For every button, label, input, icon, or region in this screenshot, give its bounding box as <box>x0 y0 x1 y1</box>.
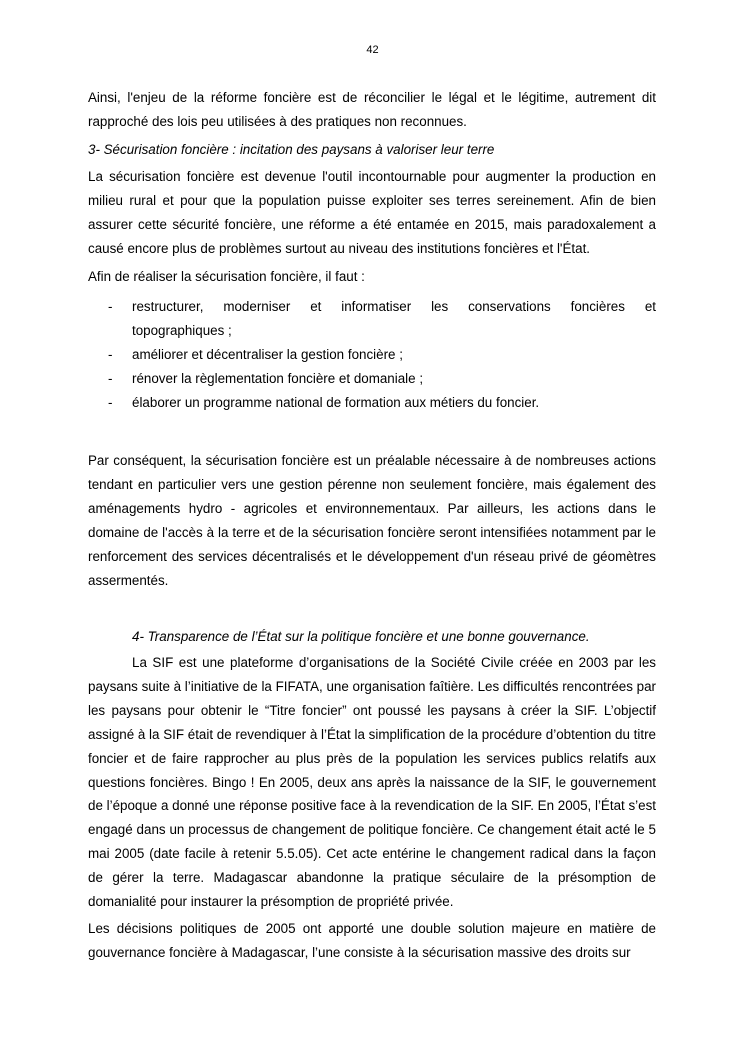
list-item <box>88 367 656 391</box>
list-item-text: topographiques ; <box>132 322 232 338</box>
bullet-list <box>88 295 656 415</box>
paragraph-intro: Ainsi, l'enjeu de la réforme foncière est de réconcilier le légal et le légitime, autrement dit rapproché des lois peu utilisées à des pratiques non reconnues. <box>88 90 656 129</box>
paragraph-decisions: Les décisions politiques de 2005 ont apporté une double solution majeure en matière de gouvernance foncière à Madagascar, l’une consiste à la sécurisation massive des droits sur <box>88 921 656 960</box>
bullet-dash: - <box>108 370 113 386</box>
list-item-text: rénover la règlementation foncière et domaniale ; <box>132 370 424 386</box>
list-item <box>88 343 656 367</box>
paragraph-afin: Afin de réaliser la sécurisation foncière, il faut : <box>88 269 365 284</box>
list-item <box>88 295 656 343</box>
heading-section-4: 4- Transparence de l’État sur la politique foncière et une bonne gouvernance. <box>132 629 590 644</box>
bullet-dash: - <box>108 394 113 410</box>
paragraph-consequent: Par conséquent, la sécurisation foncière est un préalable nécessaire à de nombreuses actions tendant en particulier vers une gestion pérenne non seulement foncière, mais également des aménagements hydro - agricoles et environnementaux. Par ailleurs, les actions dans le domaine de l'accès à la terre et de la sécurisation foncière seront intensifiées notamment par le renforcement des services décentralisés et le développement d'un réseau privé de géomètres assermentés. <box>88 453 656 588</box>
list-item-text: restructurer, moderniser et informatiser les conservations foncières et <box>132 299 656 314</box>
list-item-text: élaborer un programme national de formation aux métiers du foncier. <box>132 394 540 410</box>
list-item-text: améliorer et décentraliser la gestion foncière ; <box>132 346 403 362</box>
list-item <box>88 391 656 415</box>
paragraph-securisation: La sécurisation foncière est devenue l'outil incontournable pour augmenter la production en milieu rural et pour que la population puisse exploiter ses terres sereinement. Afin de bien assurer cette sécurité foncière, une réforme a été entamée en 2015, mais paradoxalement a causé encore plus de problèmes surtout au niveau des institutions foncières et l'État. <box>88 169 656 256</box>
bullet-dash: - <box>108 299 113 314</box>
heading-section-3: 3- Sécurisation foncière : incitation des paysans à valoriser leur terre <box>88 142 495 157</box>
page-number: 42 <box>366 44 379 56</box>
bullet-dash: - <box>108 346 113 362</box>
paragraph-sif: La SIF est une plateforme d’organisations de la Société Civile créée en 2003 par les paysans suite à l’initiative de la FIFATA, une organisation faîtière. Les difficultés rencontrées par les paysans pour obtenir le “Titre foncier” ont poussé les paysans à créer la SIF. L’objectif assigné à la SIF était de revendiquer à l’État la simplification de la procédure d’obtention du titre foncier et de faire rapprocher au plus près de la population les services publics relatifs aux questions foncières. Bingo ! En 2005, deux ans après la naissance de la SIF, le gouvernement de l’époque a donné une réponse positive face à la revendication de la SIF. En 2005, l’État s’est engagé dans un processus de changement de politique foncière. Ce changement était acté le 5 mai 2005 (date facile à retenir 5.5.05). Cet acte entérine le changement radical dans la façon de gérer la terre. Madagascar abandonne la pratique séculaire de la présomption de domanialité pour instaurer la présomption de propriété privée. <box>88 655 656 910</box>
